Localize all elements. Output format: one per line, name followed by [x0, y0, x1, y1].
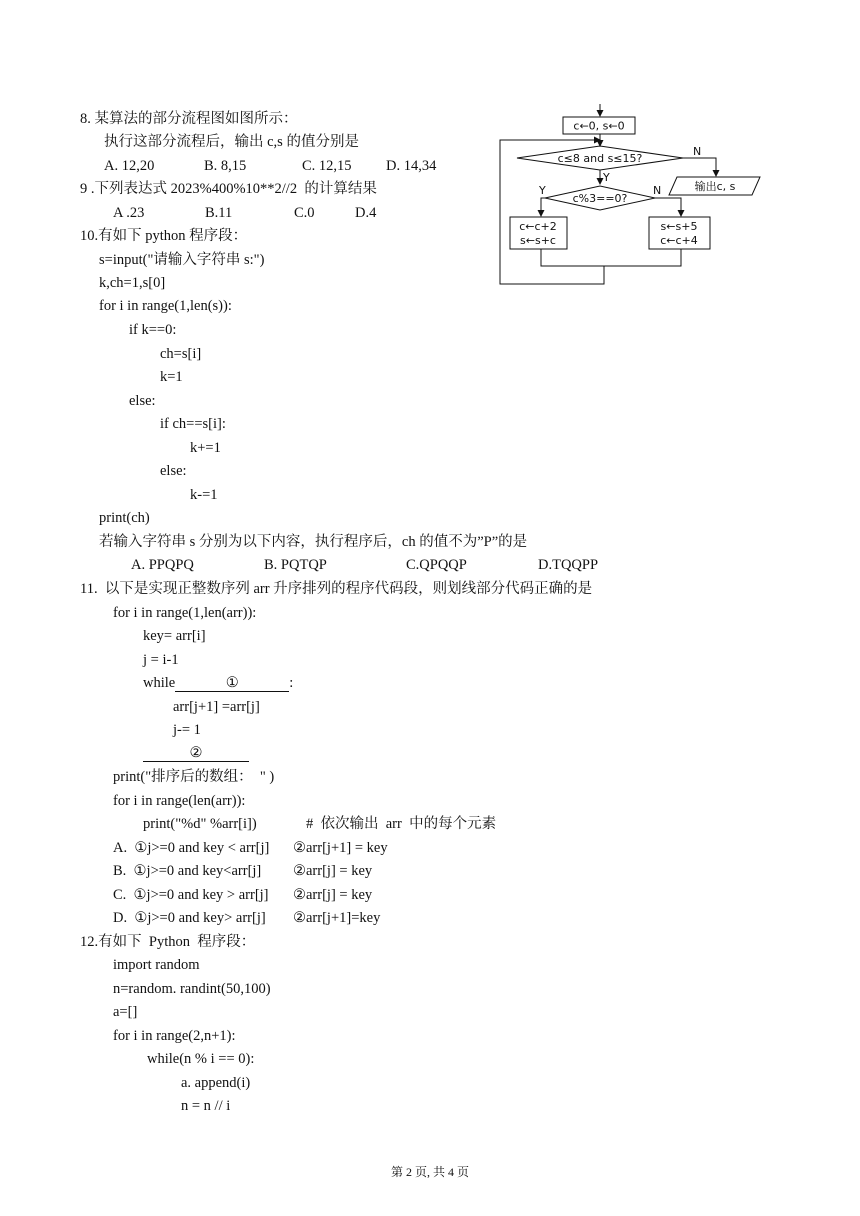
q12-stem: 12.有如下 Python 程序段： [80, 934, 256, 950]
code-line: k,ch=1,s[0] [99, 275, 166, 291]
code-line: n = n // i [181, 1098, 231, 1114]
while-keyword: while [143, 675, 176, 691]
q8-line2: 执行这部分流程后，输出 c,s 的值分别是 [104, 134, 359, 150]
q11-option-d-2: ②arr[j+1]=key [293, 910, 381, 926]
q8-option-c: C. 12,15 [302, 158, 352, 174]
code-line: arr[j+1] =arr[j] [173, 699, 260, 715]
q10-option-b: B. PQTQP [264, 557, 327, 573]
blank-1: ① [175, 675, 289, 692]
code-line: k-=1 [190, 487, 218, 503]
q11-option-b: B. ①j>=0 and key<arr[j] [113, 863, 262, 879]
code-line: a. append(i) [181, 1075, 251, 1091]
q9-option-a: A .23 [113, 205, 145, 221]
page-footer: 第 2 页, 共 4 页 [390, 1165, 469, 1179]
blank-2: ② [143, 745, 249, 762]
condition2-no-label: N [653, 184, 662, 197]
q9-option-b: B.11 [205, 205, 233, 221]
code-line: s=input("请输入字符串 s:") [99, 252, 265, 268]
q11-stem: 11. 以下是实现正整数序列 arr 升序排列的程序代码段，则划线部分代码正确的是 [80, 581, 593, 597]
code-line: for i in range(1,len(s)): [99, 298, 232, 314]
code-line: if ch==s[i]: [160, 416, 226, 432]
code-line: if k==0: [129, 322, 177, 338]
init-label: c←0, s←0 [573, 119, 625, 133]
code-line: import random [113, 957, 200, 973]
code-line: print("%d" %arr[i]) [143, 816, 257, 832]
q8-option-a: A. 12,20 [104, 158, 155, 174]
code-line: j = i-1 [143, 652, 179, 668]
left-box-line1: c←c+2 [519, 220, 557, 233]
q11-option-c: C. ①j>=0 and key > arr[j] [113, 887, 269, 903]
q11-option-a-2: ②arr[j+1] = key [293, 840, 388, 856]
flowchart [496, 100, 764, 290]
code-line: while(n % i == 0): [147, 1051, 255, 1067]
code-line: ch=s[i] [160, 346, 202, 362]
condition1-label: c≤8 and s≤15? [557, 152, 643, 165]
code-line: k=1 [160, 369, 183, 385]
code-line: print("排序后的数组： " ) [113, 769, 275, 785]
right-box-line1: s←s+5 [660, 220, 698, 233]
q9-option-d: D.4 [355, 205, 377, 221]
code-line: print(ch) [99, 510, 150, 526]
code-line-while [143, 674, 293, 692]
q9-option-c: C.0 [294, 205, 315, 221]
condition2-yes-label: Y [539, 184, 546, 197]
while-colon: : [289, 675, 294, 691]
q8-option-d: D. 14,34 [386, 158, 437, 174]
left-box-line2: s←s+c [520, 234, 556, 247]
code-line: else: [129, 393, 156, 409]
code-line: else: [160, 463, 187, 479]
q11-option-a: A. ①j>=0 and key < arr[j] [113, 840, 270, 856]
q8-stem: 8. 某算法的部分流程图如图所示： [80, 111, 298, 127]
q10-option-c: C.QPQQP [406, 557, 467, 573]
q11-option-c-2: ②arr[j] = key [293, 887, 373, 903]
right-box-line2: c←c+4 [660, 234, 698, 247]
code-comment: # 依次输出 arr 中的每个元素 [306, 816, 497, 832]
condition1-yes-label: Y [603, 171, 610, 184]
q10-option-a: A. PPQPQ [131, 557, 194, 573]
code-line: for i in range(1,len(arr)): [113, 605, 257, 621]
q10-stem: 10.有如下 python 程序段： [80, 228, 248, 244]
q11-option-d: D. ①j>=0 and key> arr[j] [113, 910, 266, 926]
q10-question: 若输入字符串 s 分别为以下内容，执行程序后，ch 的值不为”P”的是 [99, 534, 528, 550]
code-line: for i in range(2,n+1): [113, 1028, 236, 1044]
code-line-blank [143, 744, 249, 762]
q11-option-b-2: ②arr[j] = key [293, 863, 373, 879]
q10-option-d: D.TQQPP [538, 557, 599, 573]
q8-option-b: B. 8,15 [204, 158, 247, 174]
code-line: j-= 1 [173, 722, 201, 738]
condition2-label: c%3==0? [572, 192, 628, 205]
code-line: a=[] [113, 1004, 138, 1020]
code-line: key= arr[i] [143, 628, 206, 644]
code-line: k+=1 [190, 440, 221, 456]
q9-stem: 9 .下列表达式 2023%400%10**2//2 的计算结果 [80, 181, 377, 197]
code-line: for i in range(len(arr)): [113, 793, 246, 809]
output-label: 输出c, s [694, 180, 736, 193]
condition1-no-label: N [693, 145, 702, 158]
code-line: n=random. randint(50,100) [113, 981, 271, 997]
